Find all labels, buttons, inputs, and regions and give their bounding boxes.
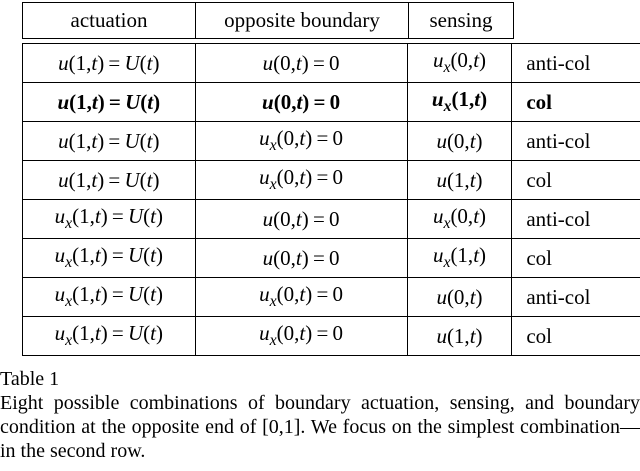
cell-collocation-label: col (512, 83, 640, 122)
table-body (23, 44, 640, 356)
cell-sensing: u(0,t) (407, 122, 512, 161)
cell-sensing: u(1,t) (407, 161, 512, 200)
cell-collocation-label: col (512, 239, 640, 278)
cell-opposite-boundary: u(0,t) = 0 (195, 44, 407, 83)
cell-opposite-boundary: u(0,t) = 0 (195, 200, 407, 239)
cell-actuation: $u_x(1,t) = U(t)$ (23, 200, 196, 239)
cell-sensing: $u_x(0,t)$ (407, 200, 512, 239)
cell-actuation: u(1,t) = U(t) (23, 161, 196, 200)
cell-sensing: $u_x(1,t)$ (407, 239, 512, 278)
combinations-table (22, 43, 640, 356)
cell-opposite-boundary: $u_x(0,t) = 0$ (195, 317, 407, 356)
table-row (23, 122, 640, 161)
cell-actuation: $u_x(1,t) = U(t)$ (23, 278, 196, 317)
cell-sensing: $u_x(0,t)$ (407, 44, 512, 83)
cell-collocation-label: col (512, 161, 640, 200)
header-sensing: sensing (409, 3, 514, 39)
cell-actuation: u(1,t) = U(t) (23, 83, 196, 122)
table-row (23, 239, 640, 278)
cell-sensing: u(0,t) (407, 278, 512, 317)
header-row (23, 3, 514, 39)
cell-sensing: $u_x(1,t)$ (407, 83, 512, 122)
cell-collocation-label: anti-col (512, 278, 640, 317)
table-row (23, 161, 640, 200)
table-row (23, 200, 640, 239)
table-row (23, 317, 640, 356)
caption-title: Table 1 (0, 368, 60, 390)
cell-opposite-boundary: $u_x(0,t) = 0$ (195, 122, 407, 161)
table-row (23, 278, 640, 317)
cell-collocation-label: anti-col (512, 44, 640, 83)
table-row (23, 83, 640, 122)
cell-opposite-boundary: $u_x(0,t) = 0$ (195, 161, 407, 200)
cell-sensing: u(1,t) (407, 317, 512, 356)
header-actuation: actuation (23, 3, 196, 39)
cell-actuation: u(1,t) = U(t) (23, 44, 196, 83)
cell-collocation-label: col (512, 317, 640, 356)
cell-actuation: $u_x(1,t) = U(t)$ (23, 239, 196, 278)
cell-opposite-boundary: u(0,t) = 0 (195, 83, 407, 122)
cell-actuation: u(1,t) = U(t) (23, 122, 196, 161)
table-caption (0, 367, 640, 463)
cell-actuation: $u_x(1,t) = U(t)$ (23, 317, 196, 356)
header-table (22, 2, 514, 39)
cell-opposite-boundary: u(0,t) = 0 (195, 239, 407, 278)
cell-collocation-label: anti-col (512, 200, 640, 239)
table-row (23, 44, 640, 83)
cell-opposite-boundary: $u_x(0,t) = 0$ (195, 278, 407, 317)
caption-body: Eight possible combinations of boundary actuation, sensing, and boundary condition at the opposite end of [0,1]. We focus on the simplest combination—in the second row. (0, 392, 640, 462)
cell-collocation-label: anti-col (512, 122, 640, 161)
header-opposite-boundary: opposite boundary (196, 3, 409, 39)
